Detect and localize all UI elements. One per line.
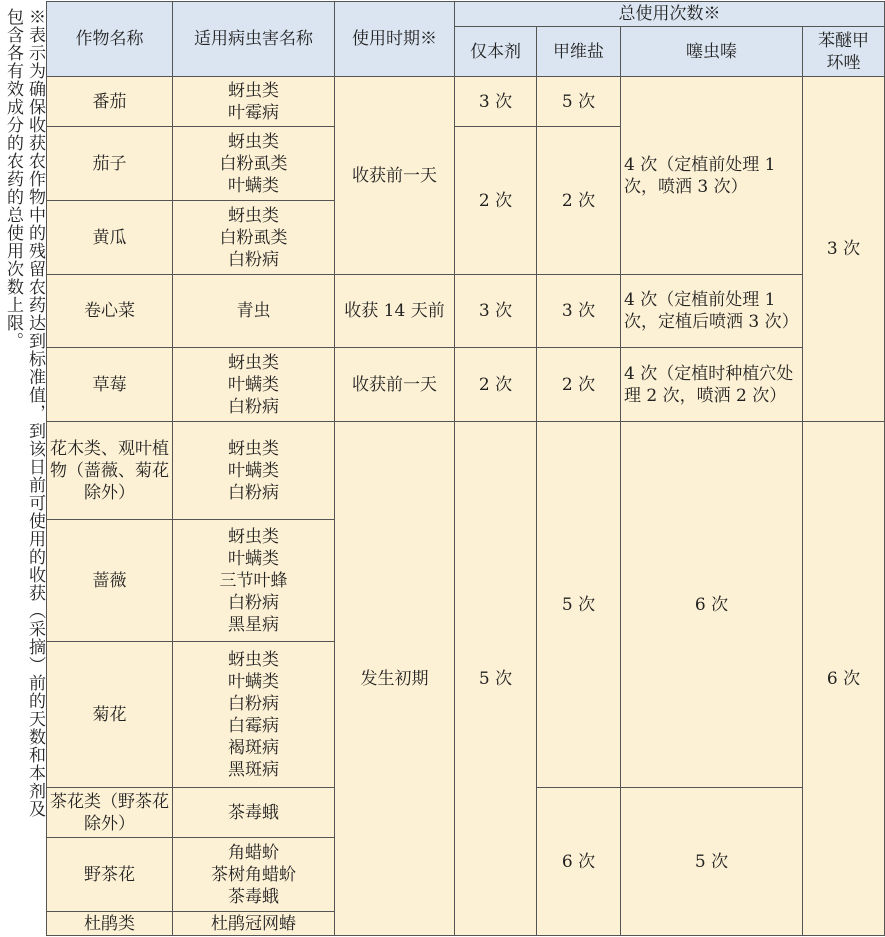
- timing-strawberry: 收获前一天: [335, 348, 455, 422]
- header-jwy: 甲维盐: [537, 27, 621, 77]
- pests-strawberry: 蚜虫类 叶螨类 白粉病: [173, 348, 335, 422]
- jwy-cabbage: 3 次: [537, 275, 621, 348]
- jwy-eggplant-cucumber: 2 次: [537, 127, 621, 275]
- only-ornamentals: 5 次: [455, 422, 537, 936]
- footnote-vertical: [1, 8, 47, 933]
- difeno-vegetables: 3 次: [803, 77, 885, 422]
- timing-cabbage: 收获 14 天前: [335, 275, 455, 348]
- only-eggplant-cucumber: 2 次: [455, 127, 537, 275]
- pests-cabbage: 青虫: [173, 275, 335, 348]
- pests-tomato: 蚜虫类 叶霉病: [173, 77, 335, 127]
- pests-rose: 蚜虫类 叶螨类 三节叶蜂 白粉病 黑星病: [173, 520, 335, 642]
- crop-camellia: 茶花类（野茶花除外）: [47, 788, 173, 838]
- pests-azalea: 杜鹃冠网蝽: [173, 912, 335, 936]
- jwy-camellia-azalea: 6 次: [537, 788, 621, 936]
- footnote-line-1: ※表示为确保收获农作物中的残留农药达到标准值，到该日前可使用的收获（采摘）前的天数和本剂及: [25, 8, 45, 818]
- crop-strawberry: 草莓: [47, 348, 173, 422]
- crop-cucumber: 黄瓜: [47, 201, 173, 275]
- only-cabbage: 3 次: [455, 275, 537, 348]
- pests-camellia: 茶毒蛾: [173, 788, 335, 838]
- thia-strawberry: 4 次（定植时种植穴处理 2 次，喷洒 2 次）: [621, 348, 803, 422]
- crop-azalea: 杜鹃类: [47, 912, 173, 936]
- pesticide-usage-table: [46, 1, 885, 936]
- table-row-flowers: [47, 422, 885, 520]
- pests-flowers: 蚜虫类 叶螨类 白粉病: [173, 422, 335, 520]
- jwy-tomato: 5 次: [537, 77, 621, 127]
- only-tomato: 3 次: [455, 77, 537, 127]
- header-pest: 适用病虫害名称: [173, 2, 335, 77]
- footnote-line-2: 包含各有效成分的农药的总使用次数上限。: [3, 8, 23, 350]
- timing-early-occurrence: 发生初期: [335, 422, 455, 936]
- crop-cabbage: 卷心菜: [47, 275, 173, 348]
- jwy-ornamentals: 5 次: [537, 422, 621, 788]
- header-timing: 使用时期※: [335, 2, 455, 77]
- crop-rose: 蔷薇: [47, 520, 173, 642]
- header-only: 仅本剂: [455, 27, 537, 77]
- thia-tomato-eggplant-cucumber: 4 次（定植前处理 1 次，喷洒 3 次）: [621, 77, 803, 275]
- table-row-cabbage: [47, 275, 885, 348]
- crop-wild-camellia: 野茶花: [47, 838, 173, 912]
- header-thiamethoxam: 噻虫嗪: [621, 27, 803, 77]
- crop-tomato: 番茄: [47, 77, 173, 127]
- difeno-ornamentals: 6 次: [803, 422, 885, 936]
- crop-chrysanthemum: 菊花: [47, 642, 173, 788]
- thia-camellia-azalea: 5 次: [621, 788, 803, 936]
- table-row-tomato: [47, 77, 885, 127]
- header-crop: 作物名称: [47, 2, 173, 77]
- table-row-strawberry: [47, 348, 885, 422]
- pests-eggplant: 蚜虫类 白粉虱类 叶螨类: [173, 127, 335, 201]
- thia-cabbage: 4 次（定植前处理 1 次，定植后喷洒 3 次）: [621, 275, 803, 348]
- crop-flowers: 花木类、观叶植物（蔷薇、菊花除外）: [47, 422, 173, 520]
- thia-ornamentals: 6 次: [621, 422, 803, 788]
- crop-eggplant: 茄子: [47, 127, 173, 201]
- pests-wild-camellia: 角蜡蚧 茶树角蜡蚧 茶毒蛾: [173, 838, 335, 912]
- pests-cucumber: 蚜虫类 白粉虱类 白粉病: [173, 201, 335, 275]
- header-difenoconazole: 苯醚甲 环唑: [803, 27, 885, 77]
- header-total: 总使用次数※: [455, 2, 885, 27]
- timing-harvest-day-before: 收获前一天: [335, 77, 455, 275]
- header-row-1: [47, 2, 885, 27]
- only-strawberry: 2 次: [455, 348, 537, 422]
- jwy-strawberry: 2 次: [537, 348, 621, 422]
- pests-chrysanthemum: 蚜虫类 叶螨类 白粉病 白霉病 褐斑病 黑斑病: [173, 642, 335, 788]
